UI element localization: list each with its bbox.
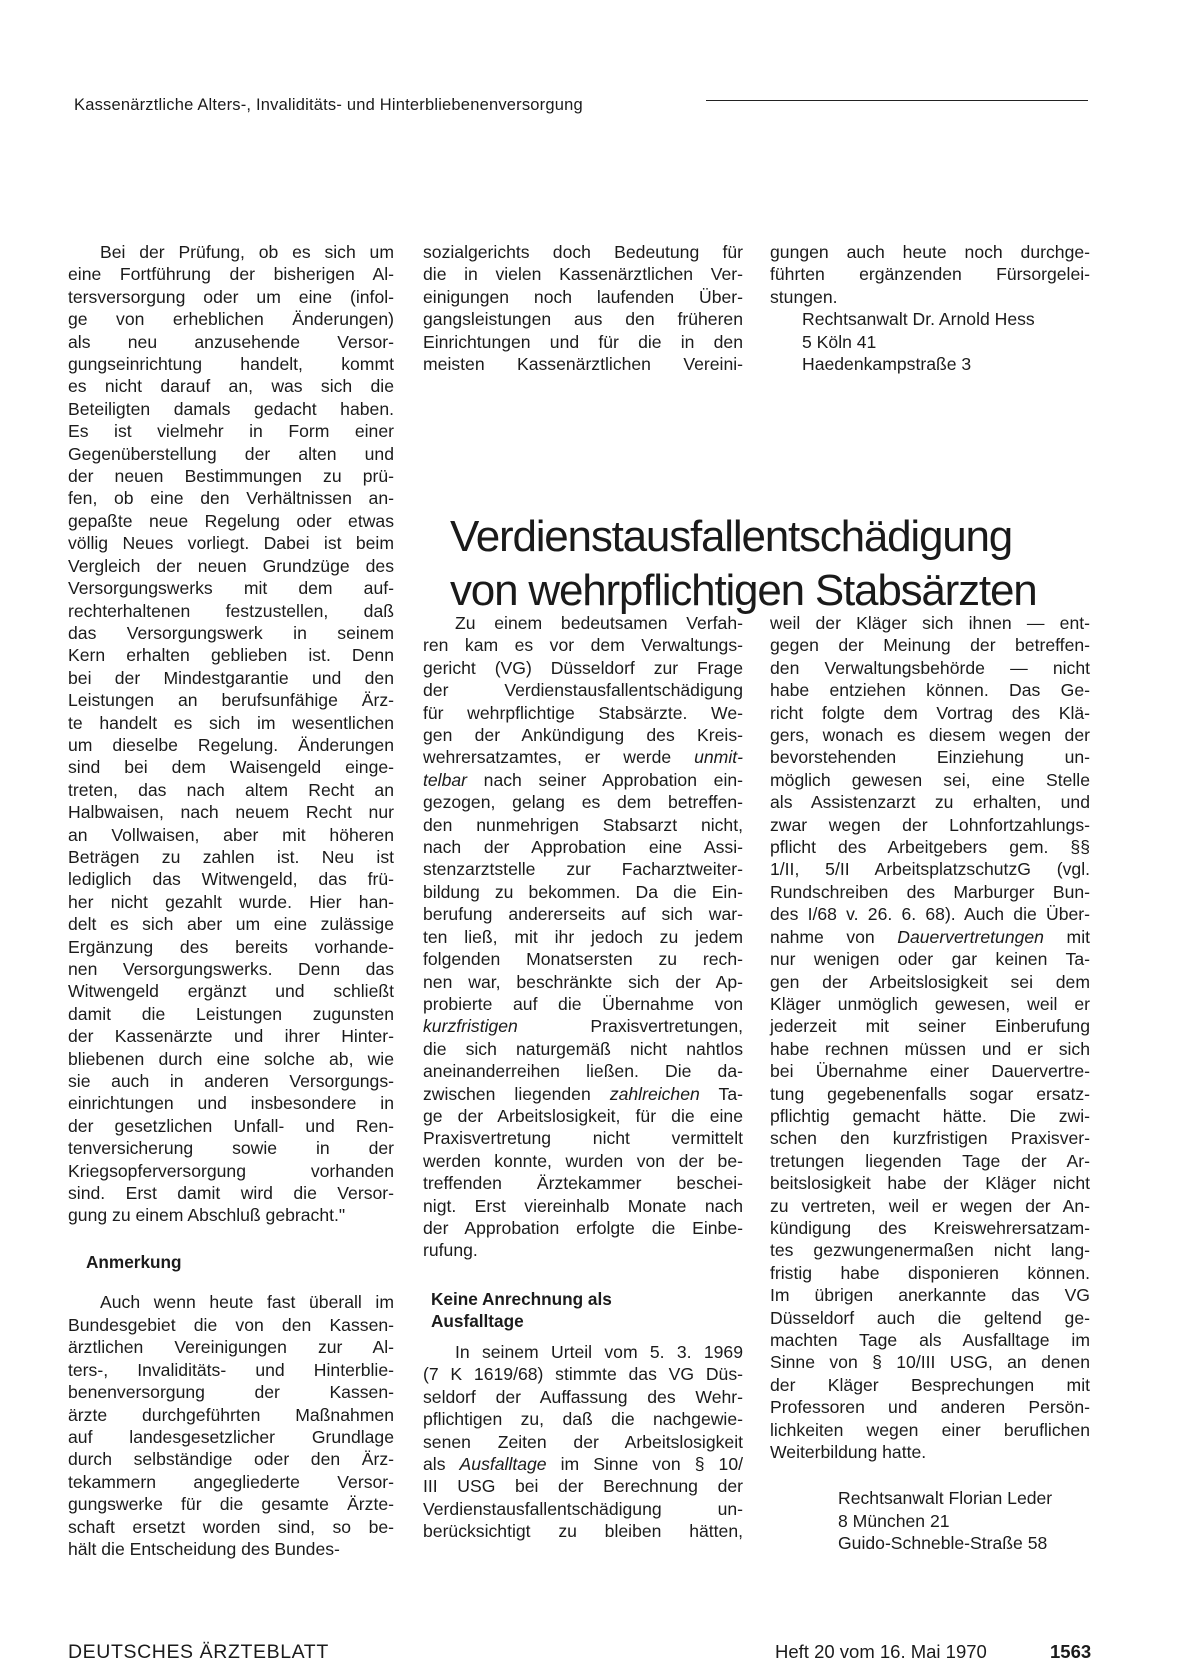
text-line: stenzarztstelle zur Facharztweiter- xyxy=(423,859,743,880)
text-line: es nicht darauf an, was sich die xyxy=(68,376,394,397)
text-line: telbar nach seiner Approbation ein- xyxy=(423,769,743,790)
text-line: senen Zeiten der Arbeitslosigkeit xyxy=(423,1431,743,1452)
text-line: Rechtsanwalt Dr. Arnold Hess xyxy=(802,309,1035,330)
text-line: damit die Leistungen zugunsten xyxy=(68,1003,394,1024)
text-line: tung gegebenenfalls sogar ersatz- xyxy=(770,1083,1090,1104)
text-line: 1/II, 5/II ArbeitsplatzschutzG (vgl. xyxy=(770,859,1090,880)
text-line: pflichtigen zu, daß die nachgewie- xyxy=(423,1409,743,1430)
text-line: tekammern angegliederte Versor- xyxy=(68,1471,394,1492)
text-line: folgenden Monatsersten zu rech- xyxy=(423,949,743,970)
text-line: der Kläger Besprechungen mit xyxy=(770,1374,1090,1395)
text-line: pflicht des Arbeitgebers gem. §§ xyxy=(770,837,1090,858)
text-line: ge der Arbeitslosigkeit, für die eine xyxy=(423,1105,743,1126)
section-heading-anmerkung: Anmerkung xyxy=(86,1251,182,1272)
column-1-paragraph-1 xyxy=(68,241,394,1227)
text-line: 5 Köln 41 xyxy=(802,331,877,352)
text-line: fen, ob eine den Verhältnissen an- xyxy=(68,488,394,509)
column-3-bottom-text xyxy=(770,612,1090,1463)
text-line: als Assistenzarzt zu erhalten, und xyxy=(770,792,1090,813)
text-line: berücksichtigt zu bleiben hätten, xyxy=(423,1521,743,1542)
text-line: Es ist vielmehr in Form einer xyxy=(68,421,394,442)
text-line: Halbwaisen, nach neuem Recht nur xyxy=(68,802,394,823)
text-line: bevorstehenden Einziehung un- xyxy=(770,747,1090,768)
text-line: Guido-Schneble-Straße 58 xyxy=(838,1533,1048,1554)
text-line: In seinem Urteil vom 5. 3. 1969 xyxy=(455,1341,743,1362)
text-line: sie auch in anderen Versorgungs- xyxy=(68,1071,394,1092)
text-line: die sich naturgemäß nicht nahtlos xyxy=(423,1038,743,1059)
text-line: Beträgen zu zahlen ist. Neu ist xyxy=(68,846,394,867)
text-line: richt folgte dem Vortrag des Klä- xyxy=(770,702,1090,723)
text-line: Kläger unmöglich gewesen, weil er xyxy=(770,993,1090,1014)
footer-issue: Heft 20 vom 16. Mai 1970 xyxy=(775,1641,987,1662)
text-line: (7 K 1619/68) stimmte das VG Düs- xyxy=(423,1364,743,1385)
text-line: benenversorgung der Kassen- xyxy=(68,1382,394,1403)
text-line: führten ergänzenden Fürsorgelei- xyxy=(770,264,1090,285)
text-line: gungseinrichtung handelt, kommt xyxy=(68,354,394,375)
column-2-paragraph-2 xyxy=(423,1341,743,1543)
text-line: möglich gewesen sei, eine Stelle xyxy=(770,769,1090,790)
text-line: Sinne von § 10/III USG, an denen xyxy=(770,1352,1090,1373)
article-title xyxy=(450,510,1090,618)
text-line: beitslosigkeit habe der Kläger nicht xyxy=(770,1173,1090,1194)
text-line: nigt. Erst viereinhalb Monate nach xyxy=(423,1195,743,1216)
column-3-top xyxy=(770,241,1090,375)
text-line: den nunmehrigen Stabsarzt nicht, xyxy=(423,814,743,835)
text-line: habe entziehen können. Das Ge- xyxy=(770,680,1090,701)
text-line: einigungen noch laufenden Über- xyxy=(423,286,743,307)
column-3-bottom xyxy=(770,612,1090,1555)
text-line: einrichtungen und insbesondere in xyxy=(68,1093,394,1114)
text-line: der Kassenärzte und ihrer Hinter- xyxy=(68,1026,394,1047)
text-line: bei der Mindestgarantie und den xyxy=(68,667,394,688)
text-line: Gegenüberstellung der alten und xyxy=(68,443,394,464)
text-line: Praxisvertretung nicht vermittelt xyxy=(423,1128,743,1149)
text-line: bildung zu bekommen. Da die Ein- xyxy=(423,881,743,902)
text-line: Im übrigen anerkannte das VG xyxy=(770,1285,1090,1306)
text-line: ärztlichen Vereinigungen zur Al- xyxy=(68,1337,394,1358)
text-line: gen der Ankündigung des Kreis- xyxy=(423,725,743,746)
text-line: rufung. xyxy=(423,1240,478,1261)
text-line: Ergänzung des bereits vorhande- xyxy=(68,936,394,957)
text-line: tenversicherung sowie in der xyxy=(68,1138,394,1159)
text-line: fristig habe disponieren können. xyxy=(770,1262,1090,1283)
text-line: bei Übernahme einer Dauervertre- xyxy=(770,1061,1090,1082)
text-line: ters-, Invaliditäts- und Hinterblie- xyxy=(68,1359,394,1380)
text-line: Professoren und anderen Persön- xyxy=(770,1397,1090,1418)
text-line: an Vollwaisen, aber mit höheren xyxy=(68,824,394,845)
text-line: sozialgerichts doch Bedeutung für xyxy=(423,242,743,262)
text-line: Kriegsopferversorgung vorhanden xyxy=(68,1160,394,1181)
text-line: Beteiligten damals gedacht haben. xyxy=(68,398,394,419)
running-head: Kassenärztliche Alters-, Invaliditäts- und Hinterbliebenenversorgung xyxy=(74,96,583,114)
text-line: aneinanderreihen ließen. Die da- xyxy=(423,1061,743,1082)
text-line: Haedenkampstraße 3 xyxy=(802,354,972,375)
text-line: lediglich das Witwengeld, das frü- xyxy=(68,869,394,890)
text-line: ren kam es vor dem Verwaltungs- xyxy=(423,635,743,656)
text-line: te handelt es sich im wesentlichen xyxy=(68,712,394,733)
article-title-line-1: Verdienstausfallentschädigung xyxy=(450,512,1013,561)
column-3-top-text xyxy=(770,241,1090,308)
text-line: gegen der Meinung der betreffen- xyxy=(770,635,1090,656)
text-line: 8 München 21 xyxy=(838,1510,950,1531)
text-line: eine Fortführung der bisherigen Al- xyxy=(68,264,394,285)
text-line: Versorgungswerks mit dem auf- xyxy=(68,578,394,599)
text-line: ten ließ, mit ihr jedoch zu jedem xyxy=(423,926,743,947)
text-line: der neuen Bestimmungen zu prü- xyxy=(68,466,394,487)
text-line: gepaßte neue Regelung oder etwas xyxy=(68,510,394,531)
text-line: zwar wegen der Lohnfortzahlungs- xyxy=(770,814,1090,835)
text-line: gung zu einem Abschluß gebracht." xyxy=(68,1205,346,1226)
text-line: tretungen liegenden Tage der Ar- xyxy=(770,1150,1090,1171)
text-line: Kern erhalten geblieben ist. Denn xyxy=(68,645,394,666)
text-line: des I/68 v. 26. 6. 68). Auch die Über- xyxy=(770,904,1090,925)
text-line: Zu einem bedeutsamen Verfah- xyxy=(455,613,743,633)
text-line: schen den kurzfristigen Praxisver- xyxy=(770,1128,1090,1149)
text-line: weil der Kläger sich ihnen — ent- xyxy=(770,613,1090,633)
text-line: als neu anzusehende Versor- xyxy=(68,331,394,352)
section-heading-line-1: Keine Anrechnung als xyxy=(431,1288,612,1309)
section-heading-keine-anrechnung xyxy=(423,1288,743,1333)
text-line: rechterhaltenen festzustellen, daß xyxy=(68,600,394,621)
text-line: sind. Erst damit wird die Versor- xyxy=(68,1183,394,1204)
text-line: werden konnte, wurden von der be- xyxy=(423,1150,743,1171)
text-line: kündigung des Kreiswehrersatzam- xyxy=(770,1217,1090,1238)
text-line: Auch wenn heute fast überall im xyxy=(100,1292,394,1313)
signature-leder xyxy=(770,1487,1090,1554)
text-line: der gesetzlichen Unfall- und Ren- xyxy=(68,1115,394,1136)
text-line: als Ausfalltage im Sinne von § 10/ xyxy=(423,1454,743,1474)
text-line: Rundschreiben des Marburger Bun- xyxy=(770,881,1090,902)
text-line: auf landesgesetzlicher Grundlage xyxy=(68,1426,394,1447)
text-line: berufung andererseits auf sich war- xyxy=(423,904,743,925)
text-line: III USG bei der Berechnung der xyxy=(423,1476,743,1497)
text-line: gericht (VG) Düsseldorf zur Frage xyxy=(423,657,743,678)
text-line: treten, das nach altem Recht an xyxy=(68,779,394,800)
column-1-paragraph-2 xyxy=(68,1291,394,1560)
text-line: nahme von Dauervertretungen mit xyxy=(770,926,1090,947)
text-line: zwischen liegenden zahlreichen Ta- xyxy=(423,1083,743,1104)
text-line: nur wenigen oder gar keinen Ta- xyxy=(770,949,1090,970)
text-line: um dieselbe Regelung. Änderungen xyxy=(68,734,394,755)
text-line: durch selbständige oder den Ärz- xyxy=(68,1449,394,1470)
text-line: her nicht gezahlt wurde. Hier han- xyxy=(68,891,394,912)
signature-hess xyxy=(770,308,1090,375)
text-line: Weiterbildung hatte. xyxy=(770,1442,927,1463)
text-line: Bundesgebiet die von den Kassen- xyxy=(68,1314,394,1335)
text-line: Witwengeld ergänzt und schließt xyxy=(68,981,394,1002)
text-line: sind bei dem Waisengeld einge- xyxy=(68,757,394,778)
text-line: Einrichtungen und für die in den xyxy=(423,331,743,352)
text-line: Vergleich der neuen Grundzüge des xyxy=(68,555,394,576)
text-line: gers, wonach es diesem wegen der xyxy=(770,725,1090,746)
text-line: jederzeit mit seiner Einberufung xyxy=(770,1016,1090,1037)
column-2-top xyxy=(423,241,743,375)
column-2-top-text xyxy=(423,241,743,375)
column-1 xyxy=(68,241,394,1560)
text-line: bliebenen durch eine solche ab, wie xyxy=(68,1048,394,1069)
text-line: Düsseldorf auch die geltend ge- xyxy=(770,1307,1090,1328)
text-line: nach der Approbation eine Assi- xyxy=(423,837,743,858)
text-line: den Verwaltungsbehörde — nicht xyxy=(770,657,1090,678)
text-line: Bei der Prüfung, ob es sich um xyxy=(100,242,394,262)
section-heading-line-2: Ausfalltage xyxy=(431,1311,524,1332)
text-line: habe rechnen müssen und er sich xyxy=(770,1038,1090,1059)
text-line: treffenden Ärztekammer beschei- xyxy=(423,1173,743,1194)
text-line: die in vielen Kassenärztlichen Ver- xyxy=(423,264,743,285)
text-line: seldorf der Auffassung des Wehr- xyxy=(423,1386,743,1407)
text-line: nen war, beschränkte sich der Ap- xyxy=(423,971,743,992)
column-2-paragraph-1 xyxy=(423,612,743,1262)
text-line: völlig Neues vorliegt. Dabei ist beim xyxy=(68,533,394,554)
text-line: ärzte durchgeführten Maßnahmen xyxy=(68,1404,394,1425)
footer-page-number: 1563 xyxy=(1050,1641,1092,1662)
text-line: machten Tage als Ausfalltage im xyxy=(770,1330,1090,1350)
text-line: gen der Arbeitslosigkeit sei dem xyxy=(770,971,1090,992)
text-line: tes gezwungenermaßen nicht lang- xyxy=(770,1240,1090,1261)
text-line: gungswerke für die gesamte Ärzte- xyxy=(68,1494,394,1515)
text-line: Leistungen an berufsunfähige Ärz- xyxy=(68,690,394,711)
text-line: für wehrpflichtige Stabsärzte. We- xyxy=(423,702,743,723)
text-line: gangsleistungen aus den früheren xyxy=(423,309,743,330)
footer-journal-name: DEUTSCHES ÄRZTEBLATT xyxy=(68,1641,329,1663)
text-line: der Approbation erfolgte die Einbe- xyxy=(423,1217,743,1238)
column-2-bottom xyxy=(423,612,743,1543)
header-rule xyxy=(706,100,1088,101)
text-line: der Verdienstausfallentschädigung xyxy=(423,680,743,701)
text-line: kurzfristigen Praxisvertretungen, xyxy=(423,1016,743,1037)
text-line: stungen. xyxy=(770,286,838,307)
text-line: tersversorgung oder um eine (infol- xyxy=(68,286,394,307)
article-title-line-2: von wehrpflichtigen Stabsärzten xyxy=(450,566,1037,615)
text-line: Verdienstausfallentschädigung un- xyxy=(423,1498,743,1519)
text-line: wehrersatzamtes, er werde unmit- xyxy=(423,747,743,768)
text-line: lichkeiten wegen einer beruflichen xyxy=(770,1419,1090,1440)
text-line: Rechtsanwalt Florian Leder xyxy=(838,1488,1053,1509)
text-line: schaft ersetzt worden sind, so be- xyxy=(68,1516,394,1537)
text-line: ge von erheblichen Änderungen) xyxy=(68,309,394,330)
text-line: gezogen, gelang es dem betreffen- xyxy=(423,792,743,813)
text-line: probierte auf die Übernahme von xyxy=(423,993,743,1014)
text-line: zu vertreten, weil er wegen der An- xyxy=(770,1195,1090,1216)
text-line: pflichtig gemacht hätte. Die zwi- xyxy=(770,1105,1090,1126)
text-line: hält die Entscheidung des Bundes- xyxy=(68,1538,340,1559)
text-line: delt es sich aber um eine zulässige xyxy=(68,914,394,935)
text-line: das Versorgungswerk in seinem xyxy=(68,622,394,643)
text-line: meisten Kassenärztlichen Vereini- xyxy=(423,354,743,375)
text-line: nen Versorgungswerks. Denn das xyxy=(68,959,394,979)
text-line: gungen auch heute noch durchge- xyxy=(770,242,1090,262)
